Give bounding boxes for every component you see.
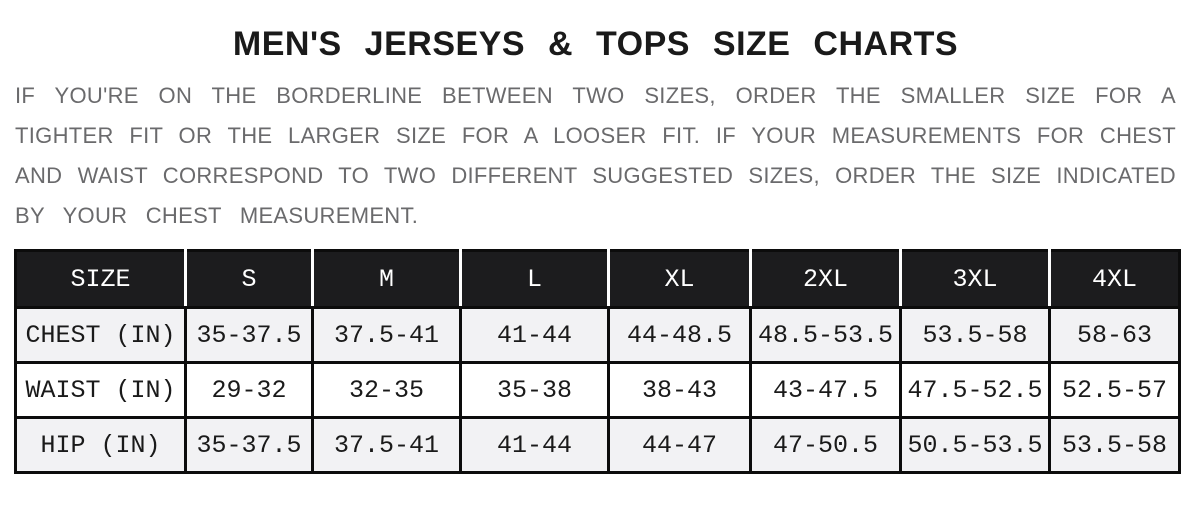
header-cell-l: L: [461, 251, 609, 308]
table-cell: 38-43: [609, 363, 751, 418]
table-cell: 44-48.5: [609, 308, 751, 363]
row-label-waist: WAIST (IN): [16, 363, 186, 418]
table-cell: 41-44: [461, 418, 609, 473]
header-cell-3xl: 3XL: [901, 251, 1050, 308]
table-row-waist: [16, 363, 1180, 418]
page-title: MEN'S JERSEYS & TOPS SIZE CHARTS: [232, 25, 959, 63]
table-cell: 52.5-57: [1050, 363, 1180, 418]
intro-paragraph: [15, 76, 1176, 236]
intro-line: IF YOU'RE ON THE BORDERLINE BETWEEN TWO SIZES, ORDER THE SMALLER SIZE FOR A: [15, 83, 1176, 108]
table-cell: 50.5-53.5: [901, 418, 1050, 473]
table-cell: 29-32: [186, 363, 313, 418]
intro-line: AND WAIST CORRESPOND TO TWO DIFFERENT SUGGESTED SIZES, ORDER THE SIZE INDICATED: [15, 163, 1176, 188]
table-row-chest: [16, 308, 1180, 363]
table-row-hip: [16, 418, 1180, 473]
intro-line: BY YOUR CHEST MEASUREMENT.: [15, 203, 419, 228]
table-cell: 32-35: [313, 363, 461, 418]
table-cell: 53.5-58: [901, 308, 1050, 363]
header-cell-2xl: 2XL: [751, 251, 901, 308]
table-cell: 47-50.5: [751, 418, 901, 473]
header-cell-xl: XL: [609, 251, 751, 308]
row-label-chest: CHEST (IN): [16, 308, 186, 363]
row-label-hip: HIP (IN): [16, 418, 186, 473]
table-cell: 35-37.5: [186, 308, 313, 363]
header-cell-s: S: [186, 251, 313, 308]
table-cell: 43-47.5: [751, 363, 901, 418]
table-cell: 47.5-52.5: [901, 363, 1050, 418]
size-chart-header-row: [16, 251, 1180, 308]
table-cell: 37.5-41: [313, 308, 461, 363]
table-cell: 48.5-53.5: [751, 308, 901, 363]
size-chart-table: [14, 249, 1181, 474]
header-cell-m: M: [313, 251, 461, 308]
table-cell: 41-44: [461, 308, 609, 363]
intro-line: TIGHTER FIT OR THE LARGER SIZE FOR A LOOSER FIT. IF YOUR MEASUREMENTS FOR CHEST: [15, 123, 1176, 148]
table-cell: 35-37.5: [186, 418, 313, 473]
table-cell: 58-63: [1050, 308, 1180, 363]
table-cell: 37.5-41: [313, 418, 461, 473]
table-cell: 35-38: [461, 363, 609, 418]
header-cell-size: SIZE: [16, 251, 186, 308]
table-cell: 53.5-58: [1050, 418, 1180, 473]
table-cell: 44-47: [609, 418, 751, 473]
header-cell-4xl: 4XL: [1050, 251, 1180, 308]
